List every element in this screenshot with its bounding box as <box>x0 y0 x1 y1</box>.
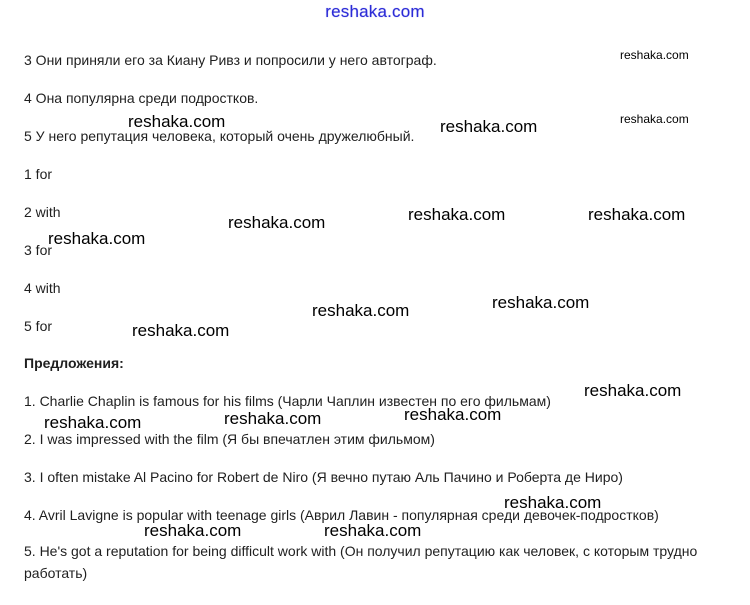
translation-line-5: 5 У него репутация человека, который очень дружелюбный. <box>24 128 415 144</box>
answer-line-5: 5 for <box>24 318 53 334</box>
watermark: reshaka.com <box>408 205 506 224</box>
sentence-line-4: 4. Avril Lavigne is popular with teenage girls (Аврил Лавин - популярная среди девочек-подростков) <box>24 507 659 523</box>
watermark: reshaka.com <box>588 205 686 224</box>
watermark: reshaka.com <box>48 229 146 248</box>
watermark: reshaka.com <box>312 301 410 320</box>
watermark: reshaka.com <box>128 112 226 131</box>
watermark: reshaka.com <box>404 405 502 424</box>
answer-line-3: 3 for <box>24 242 53 258</box>
watermark: reshaka.com <box>324 521 422 540</box>
watermark: reshaka.com <box>132 321 230 340</box>
watermark: reshaka.com <box>224 409 322 428</box>
watermark: reshaka.com <box>44 413 142 432</box>
sentence-line-5: 5. He's got a reputation for being difficult work with (Он получил репутацию как человек, с которым трудно работать) <box>24 543 698 581</box>
watermark: reshaka.com <box>440 117 538 136</box>
watermark: reshaka.com <box>228 213 326 232</box>
translation-line-3: 3 Они приняли его за Киану Ривз и попросили у него автограф. <box>24 52 437 68</box>
watermark: reshaka.com <box>144 521 242 540</box>
answer-line-4: 4 with <box>24 280 61 296</box>
sentence-line-3: 3. I often mistake Al Pacino for Robert de Niro (Я вечно путаю Аль Пачино и Роберта де Ниро) <box>24 469 623 485</box>
watermark: reshaka.com <box>492 293 590 312</box>
watermark: reshaka.com <box>504 493 602 512</box>
watermark: reshaka.com <box>584 381 682 400</box>
sentence-line-1: 1. Charlie Chaplin is famous for his films (Чарли Чаплин известен по его фильмам) <box>24 393 551 409</box>
watermark: reshaka.com <box>620 48 689 62</box>
translation-line-4: 4 Она популярна среди подростков. <box>24 90 259 106</box>
watermark: reshaka.com <box>620 112 689 126</box>
answer-line-2: 2 with <box>24 204 61 220</box>
answer-line-1: 1 for <box>24 166 53 182</box>
site-watermark-header: reshaka.com <box>325 2 425 21</box>
sentence-line-2: 2. I was impressed with the film (Я бы впечатлен этим фильмом) <box>24 431 435 447</box>
sentences-heading: Предложения: <box>24 355 124 371</box>
